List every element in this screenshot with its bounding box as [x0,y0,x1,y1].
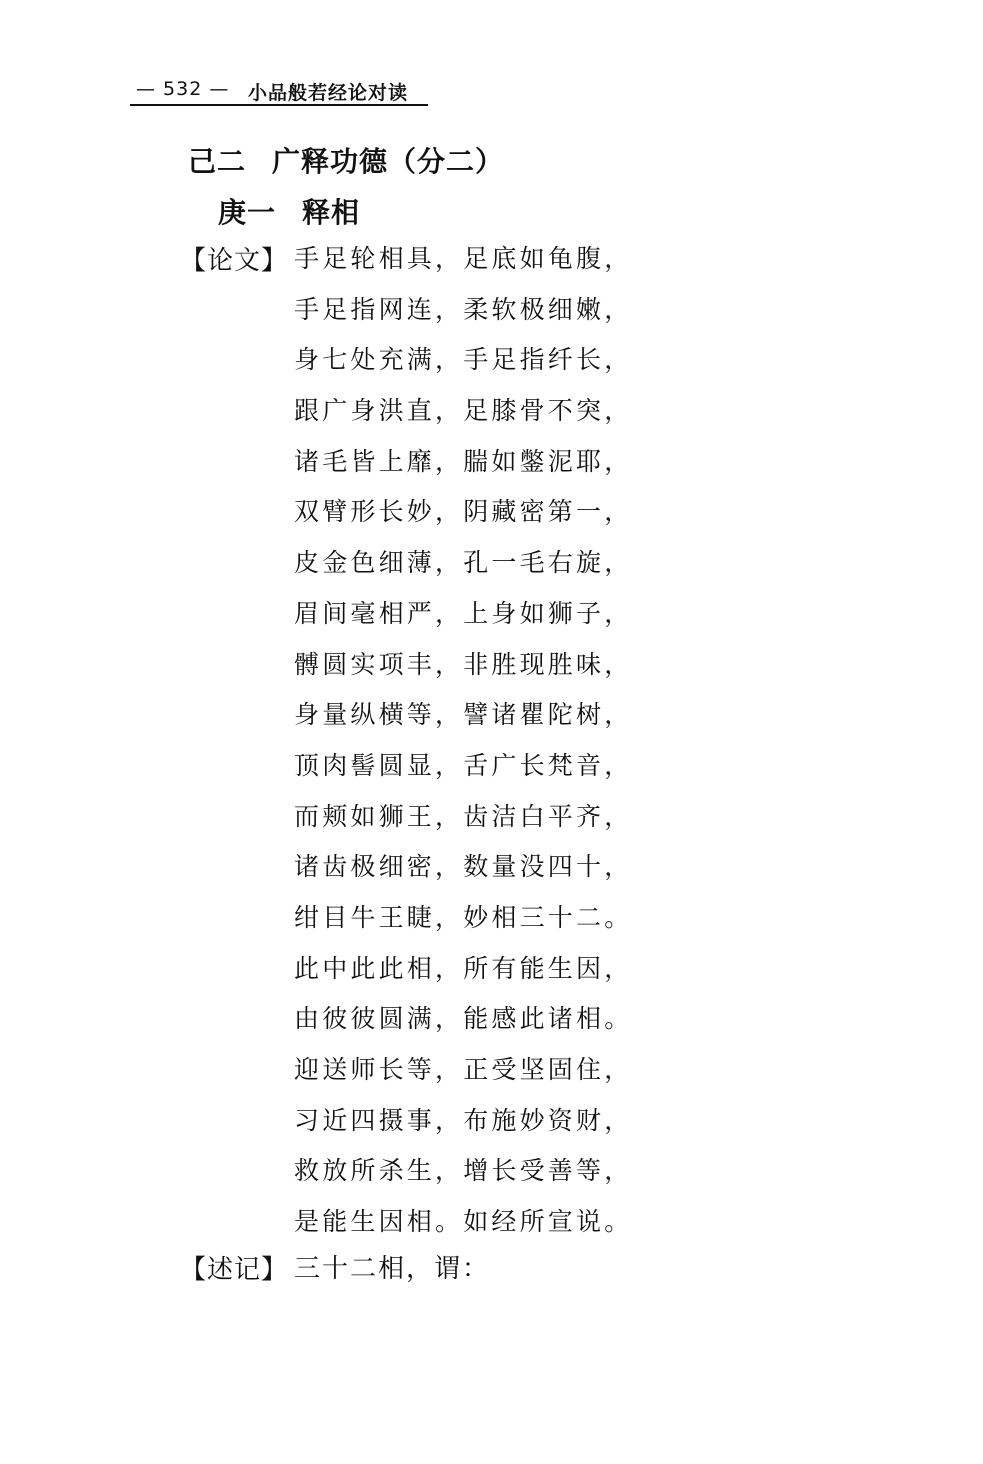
verse-line: 皮金色细薄，孔一毛右旋， [294,548,633,578]
verse-line: 习近四摄事，布施妙资财， [294,1105,633,1135]
book-title: 小品般若经论对读 [248,82,409,104]
verse-line: 诸齿极细密，数量没四十， [294,852,633,882]
verse-line: 髆圆实项丰，非胜现胜味， [294,649,633,679]
subsection-title: 释相 [302,196,361,229]
treatise-label: 【论文】 [180,246,289,276]
verse-line: 顶肉髻圆显，舌广长梵音， [294,750,633,780]
verse-line: 身七处充满，手足指纤长， [294,345,633,375]
section-heading-level2 [188,140,504,180]
section-title: 广释功德（分二） [272,145,505,178]
verse-line: 绀目牛王睫，妙相三十二。 [294,902,633,932]
commentary-label: 【述记】 [180,1255,289,1285]
verse-line: 手足指网连，柔软极细嫩， [294,294,633,324]
verse-line: 双臂形长妙，阴藏密第一， [294,497,633,527]
header-rule [130,104,428,106]
running-header [130,76,425,106]
verse-line: 身量纵横等，譬诸瞿陀树， [294,700,633,730]
treatise-verse [294,236,632,1250]
verse-line: 而颊如狮王，齿洁白平齐， [294,801,633,831]
page-number: — 532 — [136,78,230,100]
verse-line: 是能生因相。如经所宣说。 [294,1207,633,1237]
subsection-number: 庚一 [218,196,277,229]
verse-line: 诸毛皆上靡，腨如鐅泥耶， [294,446,633,476]
verse-line: 救放所杀生，增长受善等， [294,1156,633,1186]
section-number: 己二 [188,145,247,178]
commentary-text: 三十二相，谓： [294,1254,491,1284]
verse-line: 眉间毫相严，上身如狮子， [294,598,633,628]
verse-line: 手足轮相具，足底如龟腹， [294,244,633,273]
section-heading-level3 [218,191,360,231]
verse-line: 此中此此相，所有能生因， [294,953,633,983]
verse-line: 由彼彼圆满，能感此诸相。 [294,1004,633,1034]
verse-line: 跟广身洪直，足膝骨不突， [294,396,633,426]
verse-line: 迎送师长等，正受坚固住， [294,1055,633,1084]
